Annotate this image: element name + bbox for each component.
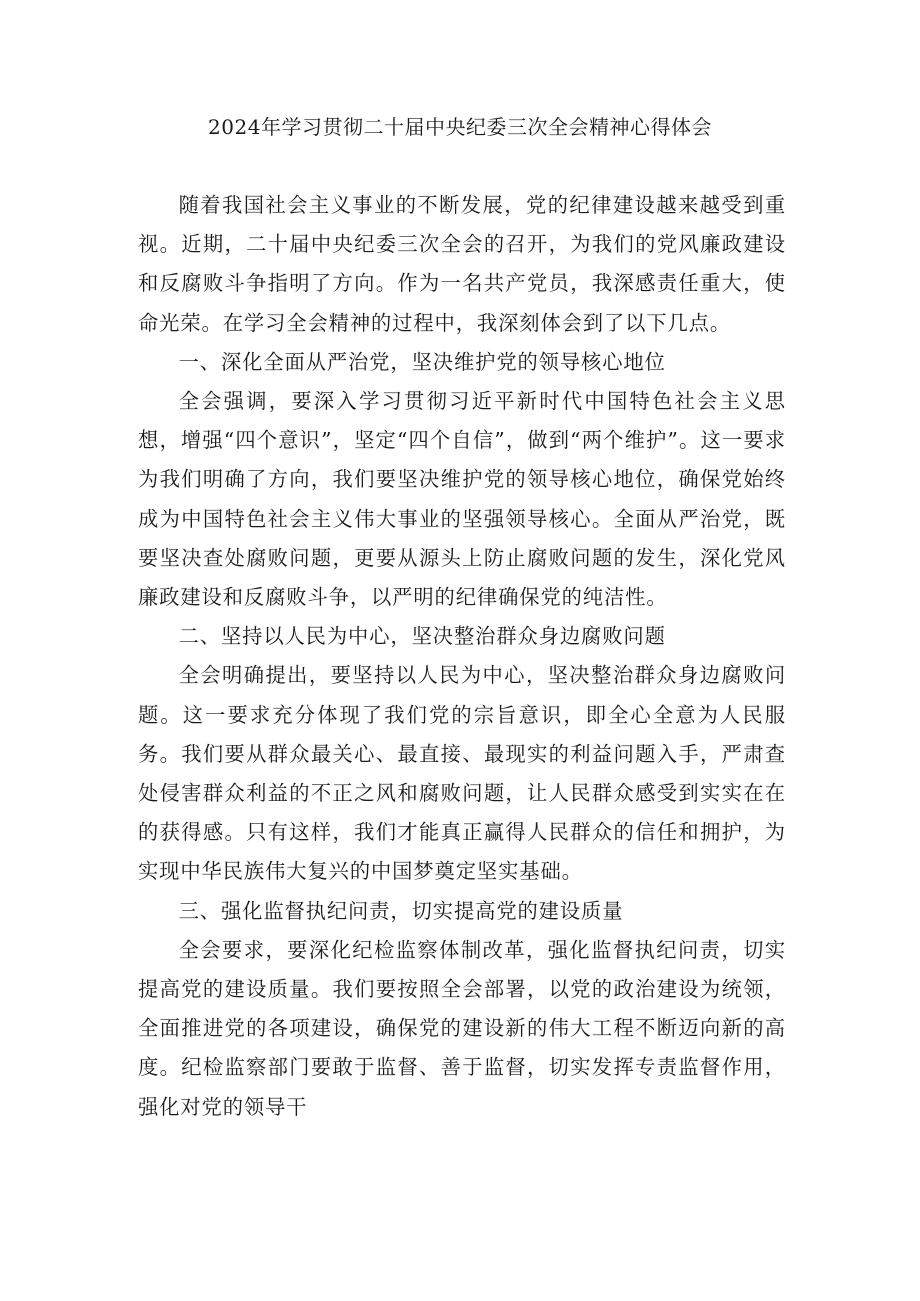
paragraph-section-2: 全会明确提出，要坚持以人民为中心，坚决整治群众身边腐败问题。这一要求充分体现了我们党的宗旨意识，即全心全意为人民服务。我们要从群众最关心、最直接、最现实的利益问题入手，严肃查处侵害群众利益的不正之风和腐败问题，让人民群众感受到实实在在的获得感。只有这样，我们才能真正赢得人民群众的信任和拥护，为实现中华民族伟大复兴的中国梦奠定坚实基础。: [138, 663, 786, 884]
document-title: 2024年学习贯彻二十届中央纪委三次全会精神心得体会: [208, 115, 712, 139]
paragraph-section-3: 全会要求，要深化纪检监察体制改革，强化监督执纪问责，切实提高党的建设质量。我们要按照全会部署，以党的政治建设为统领，全面推进党的各项建设，确保党的建设新的伟大工程不断迈向新的高度。纪检监察部门要敢于监督、善于监督，切实发挥专责监督作用，强化对党的领导干: [138, 937, 786, 1119]
paragraph-section-1: 全会强调，要深入学习贯彻习近平新时代中国特色社会主义思想，增强“四个意识”，坚定“四个自信”，做到“两个维护”。这一要求为我们明确了方向，我们要坚决维护党的领导核心地位，确保党始终成为中国特色社会主义伟大事业的坚强领导核心。全面从严治党，既要坚决查处腐败问题，更要从源头上防止腐败问题的发生，深化党风廉政建设和反腐败斗争，以严明的纪律确保党的纯洁性。: [138, 389, 786, 610]
section-heading-1: 一、深化全面从严治党，坚决维护党的领导核心地位: [178, 349, 666, 374]
section-heading-3: 三、强化监督执纪问责，切实提高党的建设质量: [178, 898, 624, 923]
document-body: [138, 186, 786, 1127]
section-heading-2: 二、坚持以人民为中心，坚决整治群众身边腐败问题: [178, 624, 666, 649]
paragraph-intro: 随着我国社会主义事业的不断发展，党的纪律建设越来越受到重视。近期，二十届中央纪委三次全会的召开，为我们的党风廉政建设和反腐败斗争指明了方向。作为一名共产党员，我深感责任重大，使命光荣。在学习全会精神的过程中，我深刻体会到了以下几点。: [138, 193, 786, 335]
